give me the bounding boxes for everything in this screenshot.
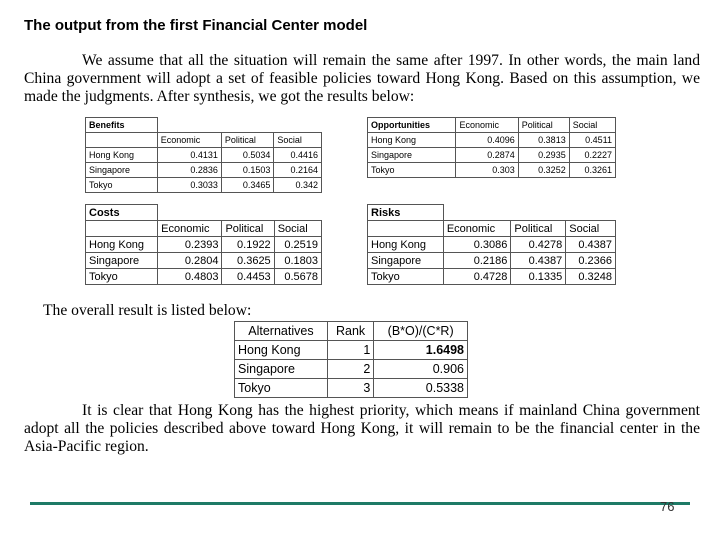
costs-table (85, 204, 322, 285)
table-row: Singapore 2 0.906 (235, 360, 468, 379)
costs-caption: Costs (86, 205, 158, 221)
column-header: Rank (327, 322, 373, 341)
column-header: Political (518, 118, 569, 133)
table-row: Singapore 0.2874 0.2935 0.2227 (368, 148, 616, 163)
table-row: Tokyo 0.3033 0.3465 0.342 (86, 178, 322, 193)
page-number: 76 (660, 499, 675, 514)
table-row: Tokyo 0.4728 0.1335 0.3248 (368, 269, 616, 285)
column-header: Economic (443, 221, 511, 237)
column-header: Alternatives (235, 322, 328, 341)
column-header: Economic (157, 133, 221, 148)
risks-table (367, 204, 616, 285)
column-header: Social (566, 221, 616, 237)
column-header: Social (569, 118, 615, 133)
column-header: Social (274, 221, 321, 237)
table-row: Tokyo 3 0.5338 (235, 379, 468, 398)
result-label: The overall result is listed below: (43, 302, 252, 319)
table-row: Singapore 0.2186 0.4387 0.2366 (368, 253, 616, 269)
table-row: Hong Kong 1 1.6498 (235, 341, 468, 360)
column-header: Political (511, 221, 566, 237)
table-row: Singapore 0.2836 0.1503 0.2164 (86, 163, 322, 178)
table-row: Hong Kong 0.4131 0.5034 0.4416 (86, 148, 322, 163)
opportunities-caption: Opportunities (368, 118, 456, 133)
conclusion-paragraph: It is clear that Hong Kong has the highest priority, which means if mainland China government adopt all the policies described above toward Hong Kong, it will remain to be the financial center in the Asia-Pacific region. (24, 402, 700, 455)
risks-caption: Risks (368, 205, 444, 221)
column-header: Social (274, 133, 322, 148)
table-row: Tokyo 0.4803 0.4453 0.5678 (86, 269, 322, 285)
footer-divider (30, 502, 690, 505)
column-header: Economic (456, 118, 518, 133)
column-header: Political (221, 133, 273, 148)
column-header: (B*O)/(C*R) (374, 322, 468, 341)
table-row: Tokyo 0.303 0.3252 0.3261 (368, 163, 616, 178)
table-row: Hong Kong 0.3086 0.4278 0.4387 (368, 237, 616, 253)
column-header: Political (222, 221, 274, 237)
table-row: Hong Kong 0.4096 0.3813 0.4511 (368, 133, 616, 148)
opportunities-table (367, 117, 616, 178)
table-row: Singapore 0.2804 0.3625 0.1803 (86, 253, 322, 269)
intro-paragraph: We assume that all the situation will remain the same after 1997. In other words, the main land China government will adopt a set of feasible policies toward Hong Kong. Based on this assumption, we made the judgments. After synthesis, we got the results below: (24, 52, 700, 105)
page-title: The output from the first Financial Center model (24, 17, 368, 34)
overall-result-table (234, 321, 468, 398)
benefits-caption: Benefits (86, 118, 158, 133)
column-header: Economic (158, 221, 222, 237)
table-row: Hong Kong 0.2393 0.1922 0.2519 (86, 237, 322, 253)
benefits-table (85, 117, 322, 193)
